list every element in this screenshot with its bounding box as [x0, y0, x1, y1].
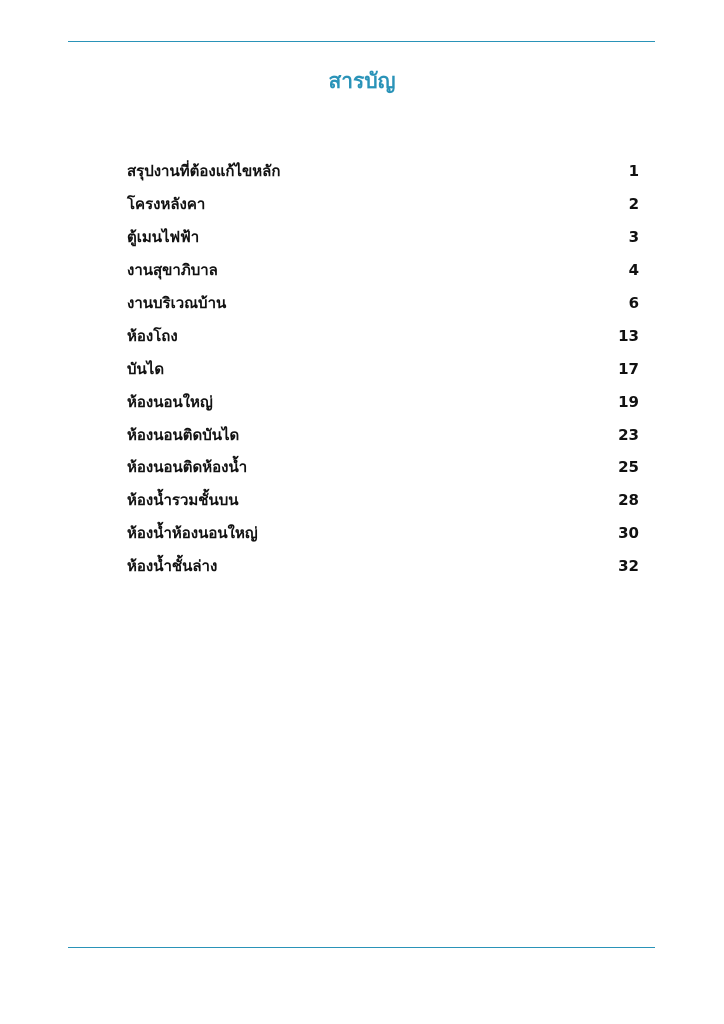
- toc-entry-page: 23: [618, 425, 639, 444]
- toc-entry-label: ห้องโถง: [127, 326, 178, 345]
- toc-entry[interactable]: [127, 188, 639, 221]
- toc-entry[interactable]: [127, 451, 639, 484]
- toc-entry-label: งานบริเวณบ้าน: [127, 294, 227, 312]
- toc-entry[interactable]: [127, 287, 639, 320]
- toc-entry[interactable]: [127, 550, 639, 583]
- toc-entry-page: 28: [618, 491, 639, 510]
- toc-entry[interactable]: [127, 319, 639, 352]
- toc-entry-page: 1: [628, 162, 639, 181]
- toc-entry-label: ห้องน้ำชั้นล่าง: [127, 557, 218, 576]
- toc-entry-page: 13: [618, 326, 639, 345]
- toc-entry-label: ห้องนอนใหญ่: [127, 392, 213, 411]
- toc-entry-label: โครงหลังคา: [127, 195, 206, 214]
- toc-entry[interactable]: [127, 221, 639, 254]
- footer-rule: [68, 947, 655, 948]
- toc-entry-label: ห้องน้ำรวมชั้นบน: [127, 491, 239, 510]
- toc-entry-page: 32: [618, 557, 639, 576]
- toc-entry-label: งานสุขาภิบาล: [127, 261, 218, 280]
- toc-entry-label: บันได: [127, 359, 165, 378]
- table-of-contents: [127, 155, 639, 583]
- toc-entry-page: 30: [618, 524, 639, 543]
- toc-entry-page: 25: [618, 458, 639, 477]
- toc-entry-page: 17: [618, 359, 639, 378]
- toc-entry-page: 19: [618, 392, 639, 411]
- header-rule: [68, 41, 655, 42]
- toc-entry-label: ห้องนอนติดห้องน้ำ: [127, 458, 248, 477]
- toc-entry-label: ห้องน้ำห้องนอนใหญ่: [127, 524, 258, 543]
- toc-entry-label: สรุปงานที่ต้องแก้ไขหลัก: [127, 162, 281, 181]
- toc-entry[interactable]: [127, 484, 639, 517]
- page-title: สารบัญ: [328, 69, 396, 93]
- toc-entry-page: 6: [628, 294, 639, 312]
- toc-entry[interactable]: [127, 385, 639, 418]
- toc-entry-page: 2: [628, 195, 639, 214]
- toc-entry-page: 3: [628, 228, 639, 247]
- toc-entry[interactable]: [127, 155, 639, 188]
- toc-entry-page: 4: [628, 261, 639, 280]
- toc-entry-label: ห้องนอนติดบันได: [127, 425, 240, 444]
- toc-entry[interactable]: [127, 517, 639, 550]
- toc-entry[interactable]: [127, 352, 639, 385]
- toc-entry[interactable]: [127, 418, 639, 451]
- toc-entry[interactable]: [127, 254, 639, 287]
- toc-entry-label: ตู้เมนไฟฟ้า: [127, 228, 200, 247]
